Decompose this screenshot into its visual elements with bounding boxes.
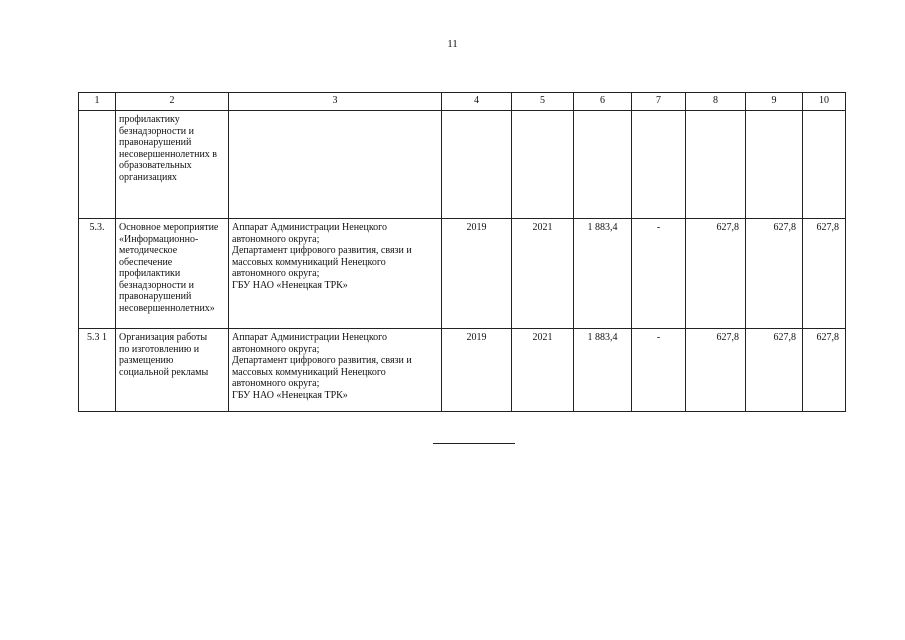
row-end-year: 2021 <box>512 329 574 412</box>
row-col-8: 627,8 <box>686 329 746 412</box>
row-name: профилактику безнадзорности и правонарушений несовершеннолетних в образовательных организациях <box>116 111 229 219</box>
row-executor <box>229 111 442 219</box>
table-row <box>79 111 846 219</box>
header-col-5: 5 <box>512 93 574 111</box>
row-col-8: 627,8 <box>686 219 746 329</box>
row-total <box>574 111 632 219</box>
page-number: 11 <box>447 38 458 50</box>
row-col-9: 627,8 <box>746 329 803 412</box>
row-col-7: - <box>632 219 686 329</box>
row-executor: Аппарат Администрации Ненецкого автономного округа; Департамент цифрового развития, связи и массовых коммуникаций Ненецкого автономного округа; ГБУ НАО «Ненецкая ТРК» <box>229 219 442 329</box>
program-table <box>78 92 846 412</box>
row-number: 5.3. <box>79 219 116 329</box>
header-col-4: 4 <box>442 93 512 111</box>
row-col-7: - <box>632 329 686 412</box>
header-col-9: 9 <box>746 93 803 111</box>
row-col-10: 627,8 <box>803 329 846 412</box>
row-end-year <box>512 111 574 219</box>
row-total: 1 883,4 <box>574 329 632 412</box>
row-col-7 <box>632 111 686 219</box>
row-end-year: 2021 <box>512 219 574 329</box>
end-of-document-line <box>433 443 515 444</box>
row-col-9: 627,8 <box>746 219 803 329</box>
row-name: Основное мероприятие «Информационно- методическое обеспечение профилактики безнадзорности и правонарушений несовершеннолетних» <box>116 219 229 329</box>
header-col-2: 2 <box>116 93 229 111</box>
row-name: Организация работы по изготовлению и размещению социальной рекламы <box>116 329 229 412</box>
row-col-10 <box>803 111 846 219</box>
header-col-3: 3 <box>229 93 442 111</box>
row-total: 1 883,4 <box>574 219 632 329</box>
row-col-8 <box>686 111 746 219</box>
header-row <box>79 93 846 111</box>
row-start-year: 2019 <box>442 329 512 412</box>
header-col-8: 8 <box>686 93 746 111</box>
row-start-year <box>442 111 512 219</box>
row-col-10: 627,8 <box>803 219 846 329</box>
row-number <box>79 111 116 219</box>
row-col-9 <box>746 111 803 219</box>
row-executor: Аппарат Администрации Ненецкого автономного округа; Департамент цифрового развития, связи и массовых коммуникаций Ненецкого автономного округа; ГБУ НАО «Ненецкая ТРК» <box>229 329 442 412</box>
header-col-10: 10 <box>803 93 846 111</box>
header-col-1: 1 <box>79 93 116 111</box>
header-col-7: 7 <box>632 93 686 111</box>
row-start-year: 2019 <box>442 219 512 329</box>
table-row <box>79 329 846 412</box>
table-row <box>79 219 846 329</box>
header-col-6: 6 <box>574 93 632 111</box>
row-number: 5.3 1 <box>79 329 116 412</box>
